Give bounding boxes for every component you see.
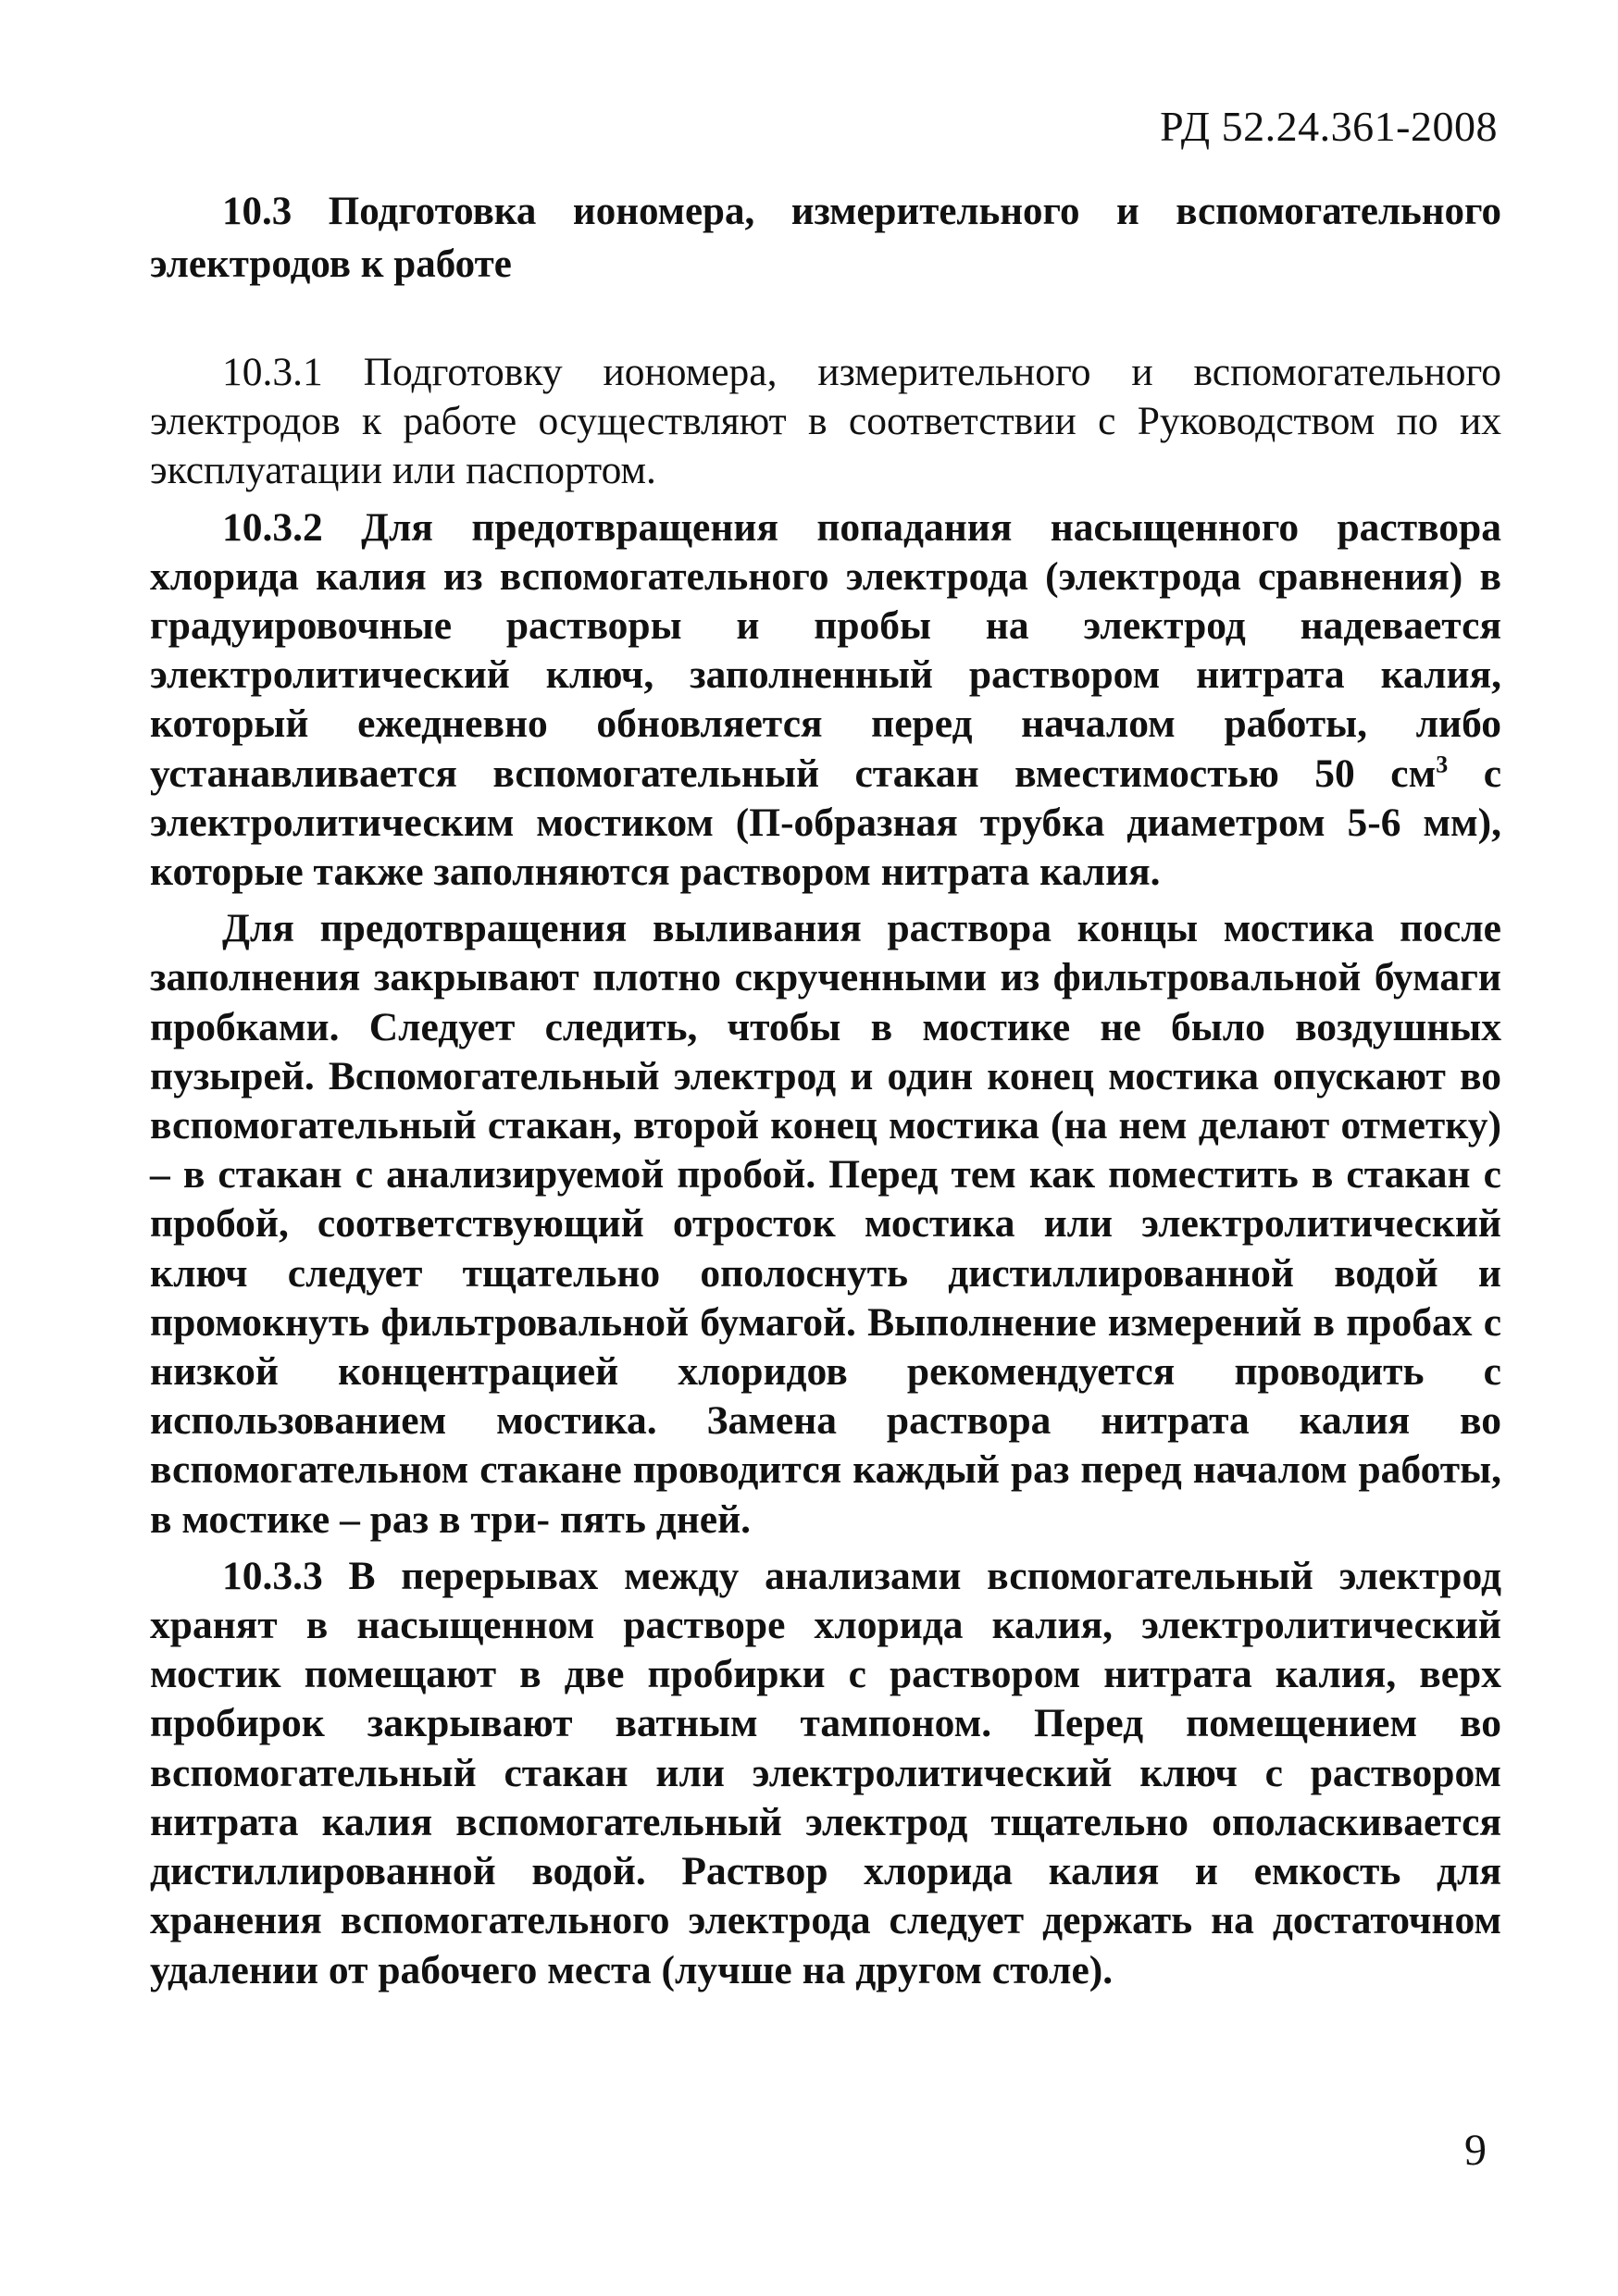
section-title: 10.3 Подготовка иономера, измерительного и вспомогательного электродов к работе: [150, 190, 1501, 286]
paragraph-10-3-1: 10.3.1 Подготовку иономера, измерительного и вспомогательного электродов к работе осуществляют в соответствии с Руководством по их эксплуатации или паспортом.: [150, 350, 1501, 493]
paragraph-10-3-2: [150, 503, 1501, 898]
paragraph-10-3-2-text: 10.3.2 Для предотвращения попадания насыщенного раствора хлорида калия из вспомогательного электрода (электрода сравнения) в градуировочные растворы и пробы на электрод надевается электролитический ключ, заполненный раствором нитрата калия, который ежедневно обновляется перед началом работы, либо устанавливается вспомогательный стакан вместимостью 50 см: [150, 504, 1501, 796]
document-code: РД 52.24.361-2008: [1160, 103, 1498, 150]
paragraph-bridge-instructions: Для предотвращения выливания раствора концы мостика после заполнения закрывают плотно скрученными из фильтровальной бумаги пробками. Следует следить, чтобы в мостике не было воздушных пузырей. Вспомогательный электрод и один конец мостика опускают во вспомогательный стакан, второй конец мостика (на нем делают отметку) – в стакан с анализируемой пробой. Перед тем как поместить в стакан с пробой, соответствующий отросток мостика или электролитический ключ следует тщательно ополоснуть дистиллированной водой и промокнуть фильтровальной бумагой. Выполнение измерений в пробах с низкой концентрацией хлоридов рекомендуется проводить с использованием мостика. Замена раствора нитрата калия во вспомогательном стакане проводится каждый раз перед началом работы, в мостике – раз в три- пять дней.: [150, 906, 1501, 1542]
paragraph-10-3-3: 10.3.3 В перерывах между анализами вспомогательный электрод хранят в насыщенном растворе хлорида калия, электролитический мостик помещают в две пробирки с раствором нитрата калия, верх пробирок закрывают ватным тампоном. Перед помещением во вспомогательный стакан или электролитический ключ с раствором нитрата калия вспомогательный электрод тщательно ополаскивается дистиллированной водой. Раствор хлорида калия и емкость для хранения вспомогательного электрода следует держать на достаточном удалении от рабочего места (лучше на другом столе).: [150, 1553, 1501, 1992]
paragraph-10-3-2-text-end: с электролитическим мостиком (П-образная трубка диаметром 5-6 мм), которые также заполняются раствором нитрата калия.: [150, 751, 1502, 895]
page-content: [150, 185, 1501, 1995]
page-number: 9: [1464, 2126, 1487, 2175]
superscript-cubic: 3: [1436, 751, 1449, 778]
